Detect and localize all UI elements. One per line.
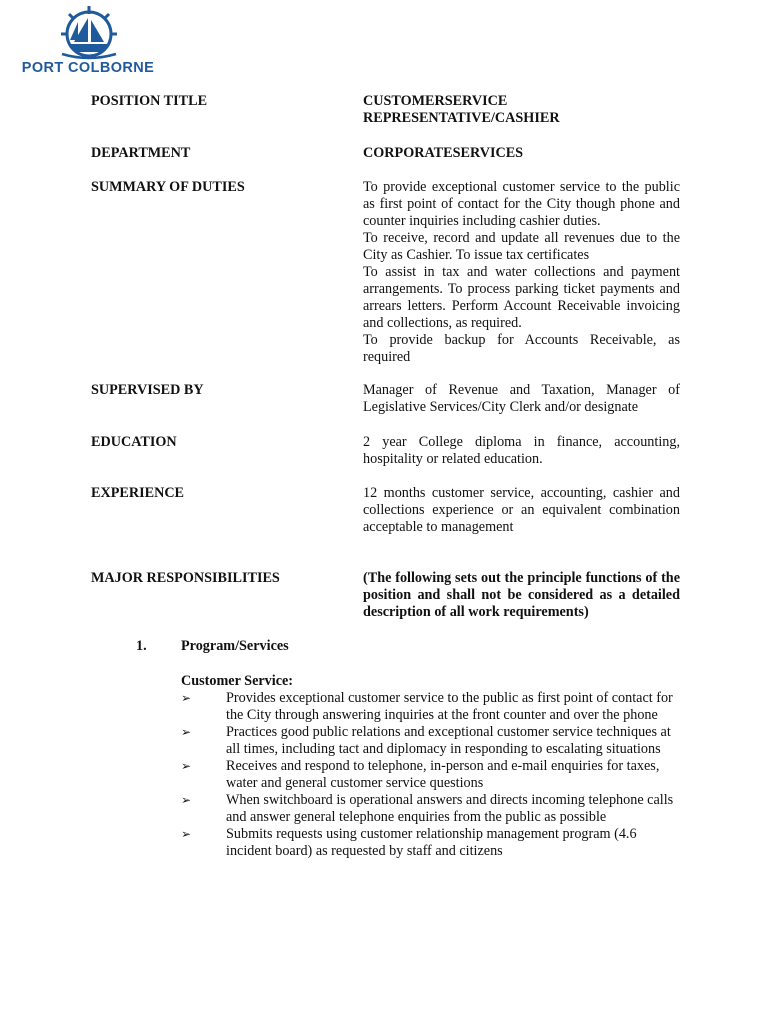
field-value-line: CUSTOMERSERVICE	[363, 93, 508, 109]
port-colborne-logo	[8, 4, 168, 76]
field-value-line: To receive, record and update all revenues due to the City as Cashier. To issue tax certificates	[363, 230, 680, 263]
logo-text: PORT COLBORNE	[21, 60, 155, 76]
arrow-bullet-icon: ➢	[181, 725, 192, 739]
field-value-line: CORPORATESERVICES	[363, 145, 524, 161]
section-title: Program/Services	[181, 638, 289, 654]
field-value-line: REPRESENTATIVE/CASHIER	[363, 110, 560, 126]
field-value-line: (The following sets out the principle functions of the position and shall not be considered as a detailed description of all work requirements)	[363, 570, 680, 620]
list-item	[181, 690, 681, 724]
field-value-line: To provide backup for Accounts Receivable, as required	[363, 332, 680, 365]
section-number: 1.	[136, 638, 147, 654]
field-value	[363, 570, 680, 621]
field-label: SUPERVISED BY	[91, 382, 204, 398]
field-value-line: To provide exceptional customer service to the public as first point of contact for the City though phone and counter inquiries including cashier duties.	[363, 179, 680, 229]
field-label: MAJOR RESPONSIBILITIES	[91, 570, 280, 586]
list-item-text: Practices good public relations and exceptional customer service techniques at all times, including tact and diplomacy in responding to escalating situations	[226, 724, 671, 757]
list-item-text: Receives and respond to telephone, in-person and e-mail enquiries for taxes, water and general customer service questions	[226, 758, 660, 791]
list-item-text: Provides exceptional customer service to the public as first point of contact for the City through answering inquiries at the front counter and over the phone	[226, 690, 673, 723]
field-value-line: To assist in tax and water collections and payment arrangements. To process parking ticket payments and arrears letters. Perform Account Receivable invoicing and collections, as required.	[363, 264, 680, 331]
arrow-bullet-icon: ➢	[181, 759, 192, 773]
field-value-line: 2 year College diploma in finance, accounting, hospitality or related education.	[363, 434, 680, 467]
list-item-text: When switchboard is operational answers and directs incoming telephone calls and answer general telephone enquiries from the public as possible	[226, 792, 674, 825]
ship-wheel-logo-icon	[48, 4, 130, 62]
list-item	[181, 792, 681, 826]
arrow-bullet-icon: ➢	[181, 827, 192, 841]
list-item	[181, 826, 681, 860]
field-label: POSITION TITLE	[91, 93, 208, 109]
arrow-bullet-icon: ➢	[181, 691, 192, 705]
field-value-line: Manager of Revenue and Taxation, Manager of Legislative Services/City Clerk and/or designate	[363, 382, 680, 415]
field-value	[363, 434, 680, 468]
list-item	[181, 724, 681, 758]
field-label: EXPERIENCE	[91, 485, 185, 501]
field-value	[363, 93, 680, 127]
field-label: DEPARTMENT	[91, 145, 191, 161]
field-value-line: 12 months customer service, accounting, cashier and collections experience or an equivalent combination acceptable to management	[363, 485, 680, 535]
field-value	[363, 145, 680, 162]
field-value	[363, 485, 680, 536]
arrow-bullet-icon: ➢	[181, 793, 192, 807]
list-item	[181, 758, 681, 792]
list-item-text: Submits requests using customer relationship management program (4.6 incident board) as requested by staff and citizens	[226, 826, 637, 859]
field-value	[363, 179, 680, 366]
field-label: SUMMARY OF DUTIES	[91, 179, 245, 195]
field-value	[363, 382, 680, 416]
bullet-list	[181, 690, 681, 860]
subsection-title: Customer Service:	[181, 673, 294, 689]
field-label: EDUCATION	[91, 434, 177, 450]
